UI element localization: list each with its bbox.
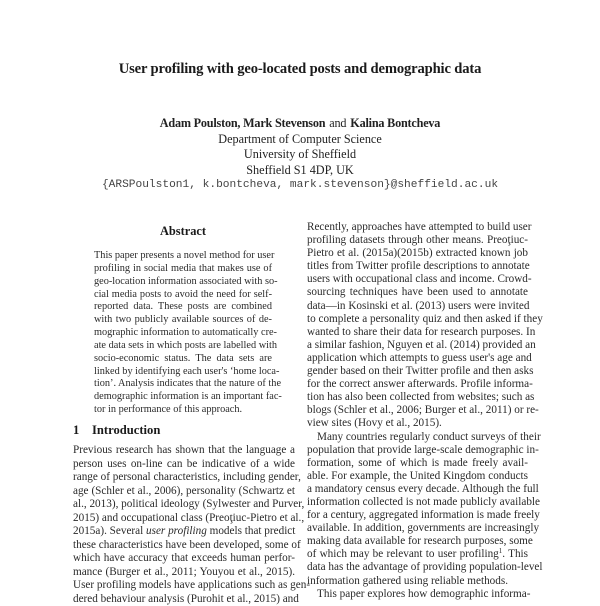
body-line: view sites (Hovy et al., 2015). xyxy=(307,417,528,430)
abstract-line: mographic information to automatically cre- xyxy=(94,327,272,340)
body-line: to complete a personality quiz and then asked if they xyxy=(307,313,528,326)
body-line: Previous research has shown that the language a xyxy=(73,444,295,458)
abstract-body xyxy=(94,250,272,417)
emphasized-term: user profiling xyxy=(146,525,207,537)
abstract-line: cial media posts to avoid the need for self- xyxy=(94,289,272,302)
body-line: range of personal characteristics, including gender, xyxy=(73,471,295,485)
body-line: blogs (Schler et al., 2006; Burger et al., 2011) or re- xyxy=(307,404,528,417)
body-line: making data available for research purposes, some xyxy=(307,535,528,548)
body-line: tion has also been collected from websites; such as xyxy=(307,391,528,404)
body-line: population that provide large-scale demographic in- xyxy=(307,444,528,457)
body-line: Many countries regularly conduct surveys of their xyxy=(307,431,528,444)
body-line: users with occupational class and income. Crowd- xyxy=(307,273,528,286)
body-line-with-footnote xyxy=(307,548,528,561)
abstract-line: geo-location information associated with so- xyxy=(94,276,272,289)
body-line: This paper explores how demographic informa- xyxy=(307,588,528,601)
body-line: able. For example, the United Kingdom conducts xyxy=(307,470,528,483)
section-number: 1 xyxy=(73,423,92,438)
abstract-line: tion’. Analysis indicates that the nature of the xyxy=(94,378,272,391)
body-line: dered behaviour analysis (Purohit et al., 2015) and xyxy=(73,593,295,606)
body-line: application which attempts to guess user's age and xyxy=(307,352,528,365)
author-block xyxy=(0,116,600,194)
section-heading-introduction xyxy=(73,423,160,438)
author-names xyxy=(0,116,600,132)
body-line: person uses on-line can be indicative of a wide xyxy=(73,458,295,472)
body-line: formation, some of which is made freely avail- xyxy=(307,457,528,470)
author-conjunction: and xyxy=(329,116,346,130)
body-line-with-emphasis xyxy=(73,525,295,539)
body-line: data—in Kosinski et al. (2013) users were invited xyxy=(307,300,528,313)
author-department: Department of Computer Science xyxy=(0,132,600,148)
section-title: Introduction xyxy=(92,423,160,437)
body-line: a similar fashion, Nguyen et al. (2014) provided an xyxy=(307,339,528,352)
author-names-part1: Adam Poulston, Mark Stevenson xyxy=(160,116,326,130)
abstract-heading: Abstract xyxy=(93,224,273,239)
left-column-body xyxy=(73,444,295,606)
footnote-marker[interactable]: 1 xyxy=(499,547,503,555)
body-line: for a century, aggregated information is made freely xyxy=(307,509,528,522)
body-line: 2015) and occupational class (Preoţiuc-Pietro et al., xyxy=(73,512,295,526)
body-line: wanted to share their data for research purposes. In xyxy=(307,326,528,339)
abstract-line: with two publicly available sources of de- xyxy=(94,314,272,327)
body-line: available. In addition, governments are increasingly xyxy=(307,522,528,535)
abstract-line: reported data. These posts are combined xyxy=(94,301,272,314)
body-text: models that predict xyxy=(207,525,296,537)
body-line: User profiling models have applications such as gen- xyxy=(73,579,295,593)
body-line: al., 2013), political ideology (Sylwester and Purver, xyxy=(73,498,295,512)
body-line: gender based on their Twitter profile and then asks xyxy=(307,365,528,378)
body-line: for the correct answer afterwards. Profile informa- xyxy=(307,378,528,391)
abstract-line: ate data sets in which posts are labelled with xyxy=(94,340,272,353)
body-line: mance (Burger et al., 2011; Youyou et al., 2015). xyxy=(73,566,295,580)
body-line: Recently, approaches have attempted to build user xyxy=(307,221,528,234)
body-line: a mandatory census every decade. Although the full xyxy=(307,483,528,496)
author-address: Sheffield S1 4DP, UK xyxy=(0,163,600,179)
body-line: profiling datasets through other means. Preoţiuc- xyxy=(307,234,528,247)
right-column-body xyxy=(307,221,528,601)
author-emails: {ARSPoulston1, k.bontcheva, mark.stevenson}@sheffield.ac.uk xyxy=(0,178,600,194)
body-text: of which may be relevant to user profiling xyxy=(307,548,499,560)
body-text: . This xyxy=(502,548,528,560)
abstract-line: linked by identifying each user's ‘home loca- xyxy=(94,366,272,379)
author-university: University of Sheffield xyxy=(0,147,600,163)
abstract-line: profiling in social media that makes use of xyxy=(94,263,272,276)
body-line: age (Schler et al., 2006), personality (Schwartz et xyxy=(73,485,295,499)
abstract-line: tor in performance of this approach. xyxy=(94,404,272,417)
body-line: information collected is not made publicly available xyxy=(307,496,528,509)
body-line: which have accuracy that exceeds human perfor- xyxy=(73,552,295,566)
author-names-part2: Kalina Bontcheva xyxy=(350,116,440,130)
abstract-line: demographic information is an important fac- xyxy=(94,391,272,404)
abstract-line: This paper presents a novel method for user xyxy=(94,250,272,263)
body-line: Pietro et al. (2015a)(2015b) extracted known job xyxy=(307,247,528,260)
body-line: data has the advantage of providing population-level xyxy=(307,561,528,574)
body-line: sourcing techniques have been used to annotate xyxy=(307,286,528,299)
body-line: titles from Twitter profile descriptions to annotate xyxy=(307,260,528,273)
body-text: 2015a). Several xyxy=(73,525,146,537)
paper-title: User profiling with geo-located posts and demographic data xyxy=(0,61,600,78)
abstract-line: socio-economic status. The data sets are xyxy=(94,353,272,366)
body-line: information gathered using reliable methods. xyxy=(307,575,528,588)
body-line: these characteristics have been developed, some of xyxy=(73,539,295,553)
